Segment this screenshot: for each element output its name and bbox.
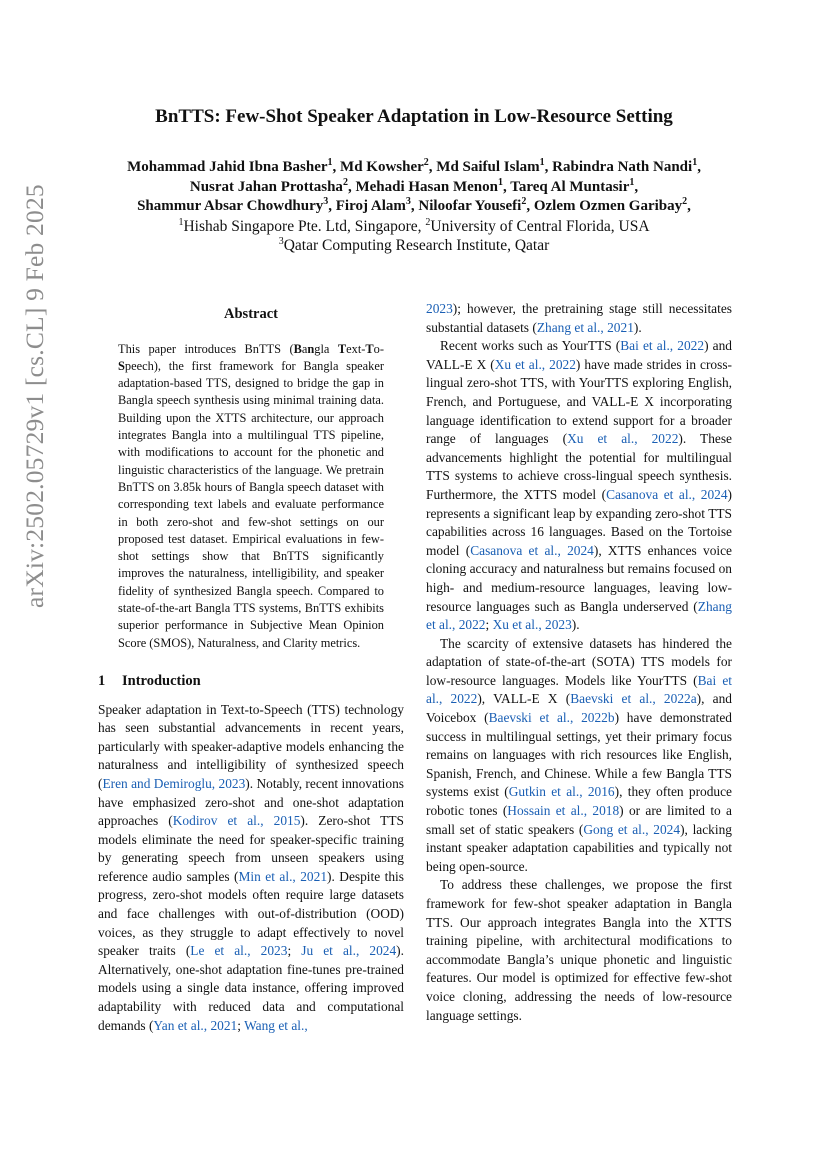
citation-link[interactable]: Ju et al., 2024: [301, 943, 397, 959]
affiliation-text: Qatar Computing Research Institute, Qatar: [283, 237, 550, 255]
intro-paragraph: Recent works such as YourTTS (Bai et al., 2022) and VALL-E X (Xu et al., 2022) have made strides in cross-lingual zero-shot TTS, with YourTTS exploring English, French, and Portuguese, and VALL-E X incorporating language identification to extend support for a broader range of languages (Xu et al., 2022). These advancements highlight the potential for multilingual TTS systems to achieve cross-lingual speech synthesis. Furthermore, the XTTS model (Casanova et al., 2024) represents a significant leap by expanding zero-shot TTS capabilities across 16 languages. Based on the Tortoise model (Casanova et al., 2024), XTTS enhances voice cloning accuracy and naturalness but remains focused on high- and medium-resource languages, leaving low-resource languages such as Bangla underserved (Zhang et al., 2022; Xu et al., 2023).: [426, 338, 733, 633]
intro-paragraph: Speaker adaptation in Text-to-Speech (TTS) technology has seen substantial advancements in recent years, particularly with speaker-adaptive models enhancing the naturalness and intelligibility of synthesized speech (Eren and Demiroglu, 2023). Notably, recent innovations have emphasized zero-shot and one-shot adaptation approaches (Kodirov et al., 2015). Zero-shot TTS models eliminate the need for speaker-specific training by generating speech from unseen speakers using reference audio samples (Min et al., 2021). Despite this progress, zero-shot models often require large datasets and face challenges with out-of-distribution (OOD) voices, as they struggle to adapt effectively to novel speaker traits (Le et al., 2023; Ju et al., 2024). Alternatively, one-shot adaptation fine-tunes pre-trained models using a single data instance, offering improved adaptability with reduced data and computational demands (Yan et al., 2021; Wang et al.,: [98, 701, 404, 1033]
citation-link[interactable]: Bai et al., 2022: [426, 672, 732, 707]
citation-link[interactable]: Baevski et al., 2022a: [570, 691, 697, 707]
author-affiliation-marker: 2: [342, 176, 348, 188]
author-affiliation-marker: 2: [682, 196, 688, 208]
citation-link[interactable]: Xu et al., 2022: [494, 356, 576, 372]
citation-link[interactable]: Baevski et al., 2022b: [488, 710, 615, 726]
citation-link[interactable]: 2023: [426, 301, 453, 316]
citation-link[interactable]: Min et al., 2021: [238, 868, 328, 884]
author-affiliation-marker: 3: [323, 196, 329, 208]
abstract-text: This paper introduces BnTTS (Bangla Text-To-Speech), the first framework for Bangla speaker adaptation-based TTS, designed to bridge the gap in Bangla speech synthesis using minimal training data. Building upon the XTTS architecture, our approach integrates Bangla into a multilingual TTS pipeline, with modifications to account for the phonetic and linguistic characteristics of the language. We pretrain BnTTS on 3.85k hours of Bangla speech dataset with corresponding text labels and evaluate performance in both zero-shot and few-shot settings on our proposed test dataset. Empirical evaluations in few-shot settings show that BnTTS significantly improves the naturalness, intelligibility, and speaker fidelity of synthesized Bangla speech. Compared to state-of-the-art Bangla TTS systems, BnTTS exhibits superior performance in Subjective Mean Opinion Score (SMOS), Naturalness, and Clarity metrics.: [118, 341, 384, 650]
citation-link[interactable]: Xu et al., 2022: [567, 431, 679, 447]
author-name: Md Kowsher: [340, 159, 424, 175]
citation-link[interactable]: Wang et al.,: [244, 1017, 308, 1033]
section-title: Introduction: [122, 672, 201, 689]
author-name: Shammur Absar Chowdhury: [137, 198, 324, 215]
paper-title: BnTTS: Few-Shot Speaker Adaptation in Low-Resource Setting: [155, 106, 673, 127]
author-name: Mehadi Hasan Menon: [355, 178, 498, 195]
author-name: Firoj Alam: [335, 198, 406, 215]
citation-link[interactable]: Bai et al., 2022: [620, 338, 705, 354]
intro-paragraph: The scarcity of extensive datasets has hindered the adaptation of state-of-the-art (SOTA) TTS models for low-resource languages. Models like YourTTS (Bai et al., 2022), VALL-E X (Baevski et al., 2022a), and Voicebox (Baevski et al., 2022b) have demonstrated success in multilingual settings, yet their primary focus remains on languages with rich resources like English, Spanish, French, and Chinese. While a few Bangla TTS systems exist (Gutkin et al., 2016), they often produce robotic tones (Hossain et al., 2018) or are limited to a small set of static speakers (Gong et al., 2024), lacking instant speaker adaptation capabilities and typically not being open-source.: [426, 635, 733, 874]
abstract-heading: Abstract: [224, 306, 278, 322]
author-name: Tareq Al Muntasir: [510, 178, 630, 195]
author-line-1: Mohammad Jahid Ibna Basher$^1$, Md Kowsher$^2$, Md Saiful Islam$^1$, Rabindra Nath Nandi$^1$,: [127, 157, 701, 175]
section-heading-introduction: [98, 672, 404, 691]
author-line-2: Nusrat Jahan Prottasha$^2$, Mehadi Hasan Menon$^1$, Tareq Al Muntasir$^1$,: [189, 176, 639, 195]
right-column: [426, 300, 732, 1025]
section-number: 1: [98, 672, 106, 689]
citation-link[interactable]: Casanova et al., 2024: [606, 486, 728, 502]
citation-link[interactable]: Casanova et al., 2024: [470, 542, 594, 558]
author-affiliation-marker: 1: [692, 157, 698, 168]
author-affiliation-marker: 3: [405, 196, 411, 208]
author-name: Niloofar Yousefi: [418, 198, 522, 215]
citation-link[interactable]: Hossain et al., 2018: [507, 803, 620, 819]
arxiv-identifier: arXiv:2502.05729v1 [cs.CL] 9 Feb 2025: [20, 184, 49, 608]
affiliation-marker: 1: [178, 216, 184, 228]
author-name: Rabindra Nath Nandi: [552, 159, 693, 175]
citation-link[interactable]: Zhang et al., 2022: [426, 598, 732, 633]
author-affiliation-marker: 2: [423, 157, 429, 168]
author-name: Ozlem Ozmen Garibay: [533, 198, 683, 215]
affiliation-line-2: [60, 236, 768, 256]
author-name: Md Saiful Islam: [436, 159, 540, 175]
intro-paragraph: To address these challenges, we propose the first framework for few-shot speaker adaptation in Bangla TTS. Our approach integrates Bangla into the XTTS training pipeline, with architectural modifications to accommodate Bangla’s unique phonetic and linguistic features. Our model is optimized for effective few-shot voice cloning, addressing the needs of low-resource language settings.: [426, 877, 732, 1023]
author-affiliation-marker: 2: [521, 196, 527, 208]
citation-link[interactable]: Le et al., 2023: [190, 943, 288, 959]
author-affiliation-marker: 1: [327, 157, 333, 168]
affiliation-line-1: [60, 217, 768, 237]
author-name: Nusrat Jahan Prottasha: [189, 178, 343, 195]
intro-paragraph-continued: 2023); however, the pretraining stage still necessitates substantial datasets (Zhang et al., 2021).: [426, 301, 732, 335]
author-name: Mohammad Jahid Ibna Basher: [127, 159, 328, 175]
left-column: [98, 305, 404, 1035]
affiliation-text: University of Central Florida, USA: [430, 217, 650, 235]
citation-link[interactable]: Zhang et al., 2021: [536, 319, 634, 335]
citation-link[interactable]: Eren and Demiroglu, 2023: [102, 775, 246, 791]
author-line-3: Shammur Absar Chowdhury$^3$, Firoj Alam$^3$, Niloofar Yousefi$^2$, Ozlem Ozmen Garibay$^2$,: [137, 196, 691, 215]
citation-link[interactable]: Yan et al., 2021: [153, 1017, 238, 1033]
citation-link[interactable]: Gong et al., 2024: [583, 821, 681, 837]
affiliation-text: Hishab Singapore Pte. Ltd, Singapore,: [183, 217, 426, 235]
author-block: [60, 158, 768, 256]
citation-link[interactable]: Kodirov et al., 2015: [172, 813, 301, 829]
affiliation-marker: 2: [425, 216, 431, 228]
citation-link[interactable]: Gutkin et al., 2016: [508, 784, 615, 800]
author-affiliation-marker: 1: [629, 176, 635, 188]
affiliation-marker: 3: [278, 236, 284, 248]
author-affiliation-marker: 1: [539, 157, 545, 168]
citation-link[interactable]: Xu et al., 2023: [492, 617, 572, 633]
author-affiliation-marker: 1: [497, 176, 503, 188]
